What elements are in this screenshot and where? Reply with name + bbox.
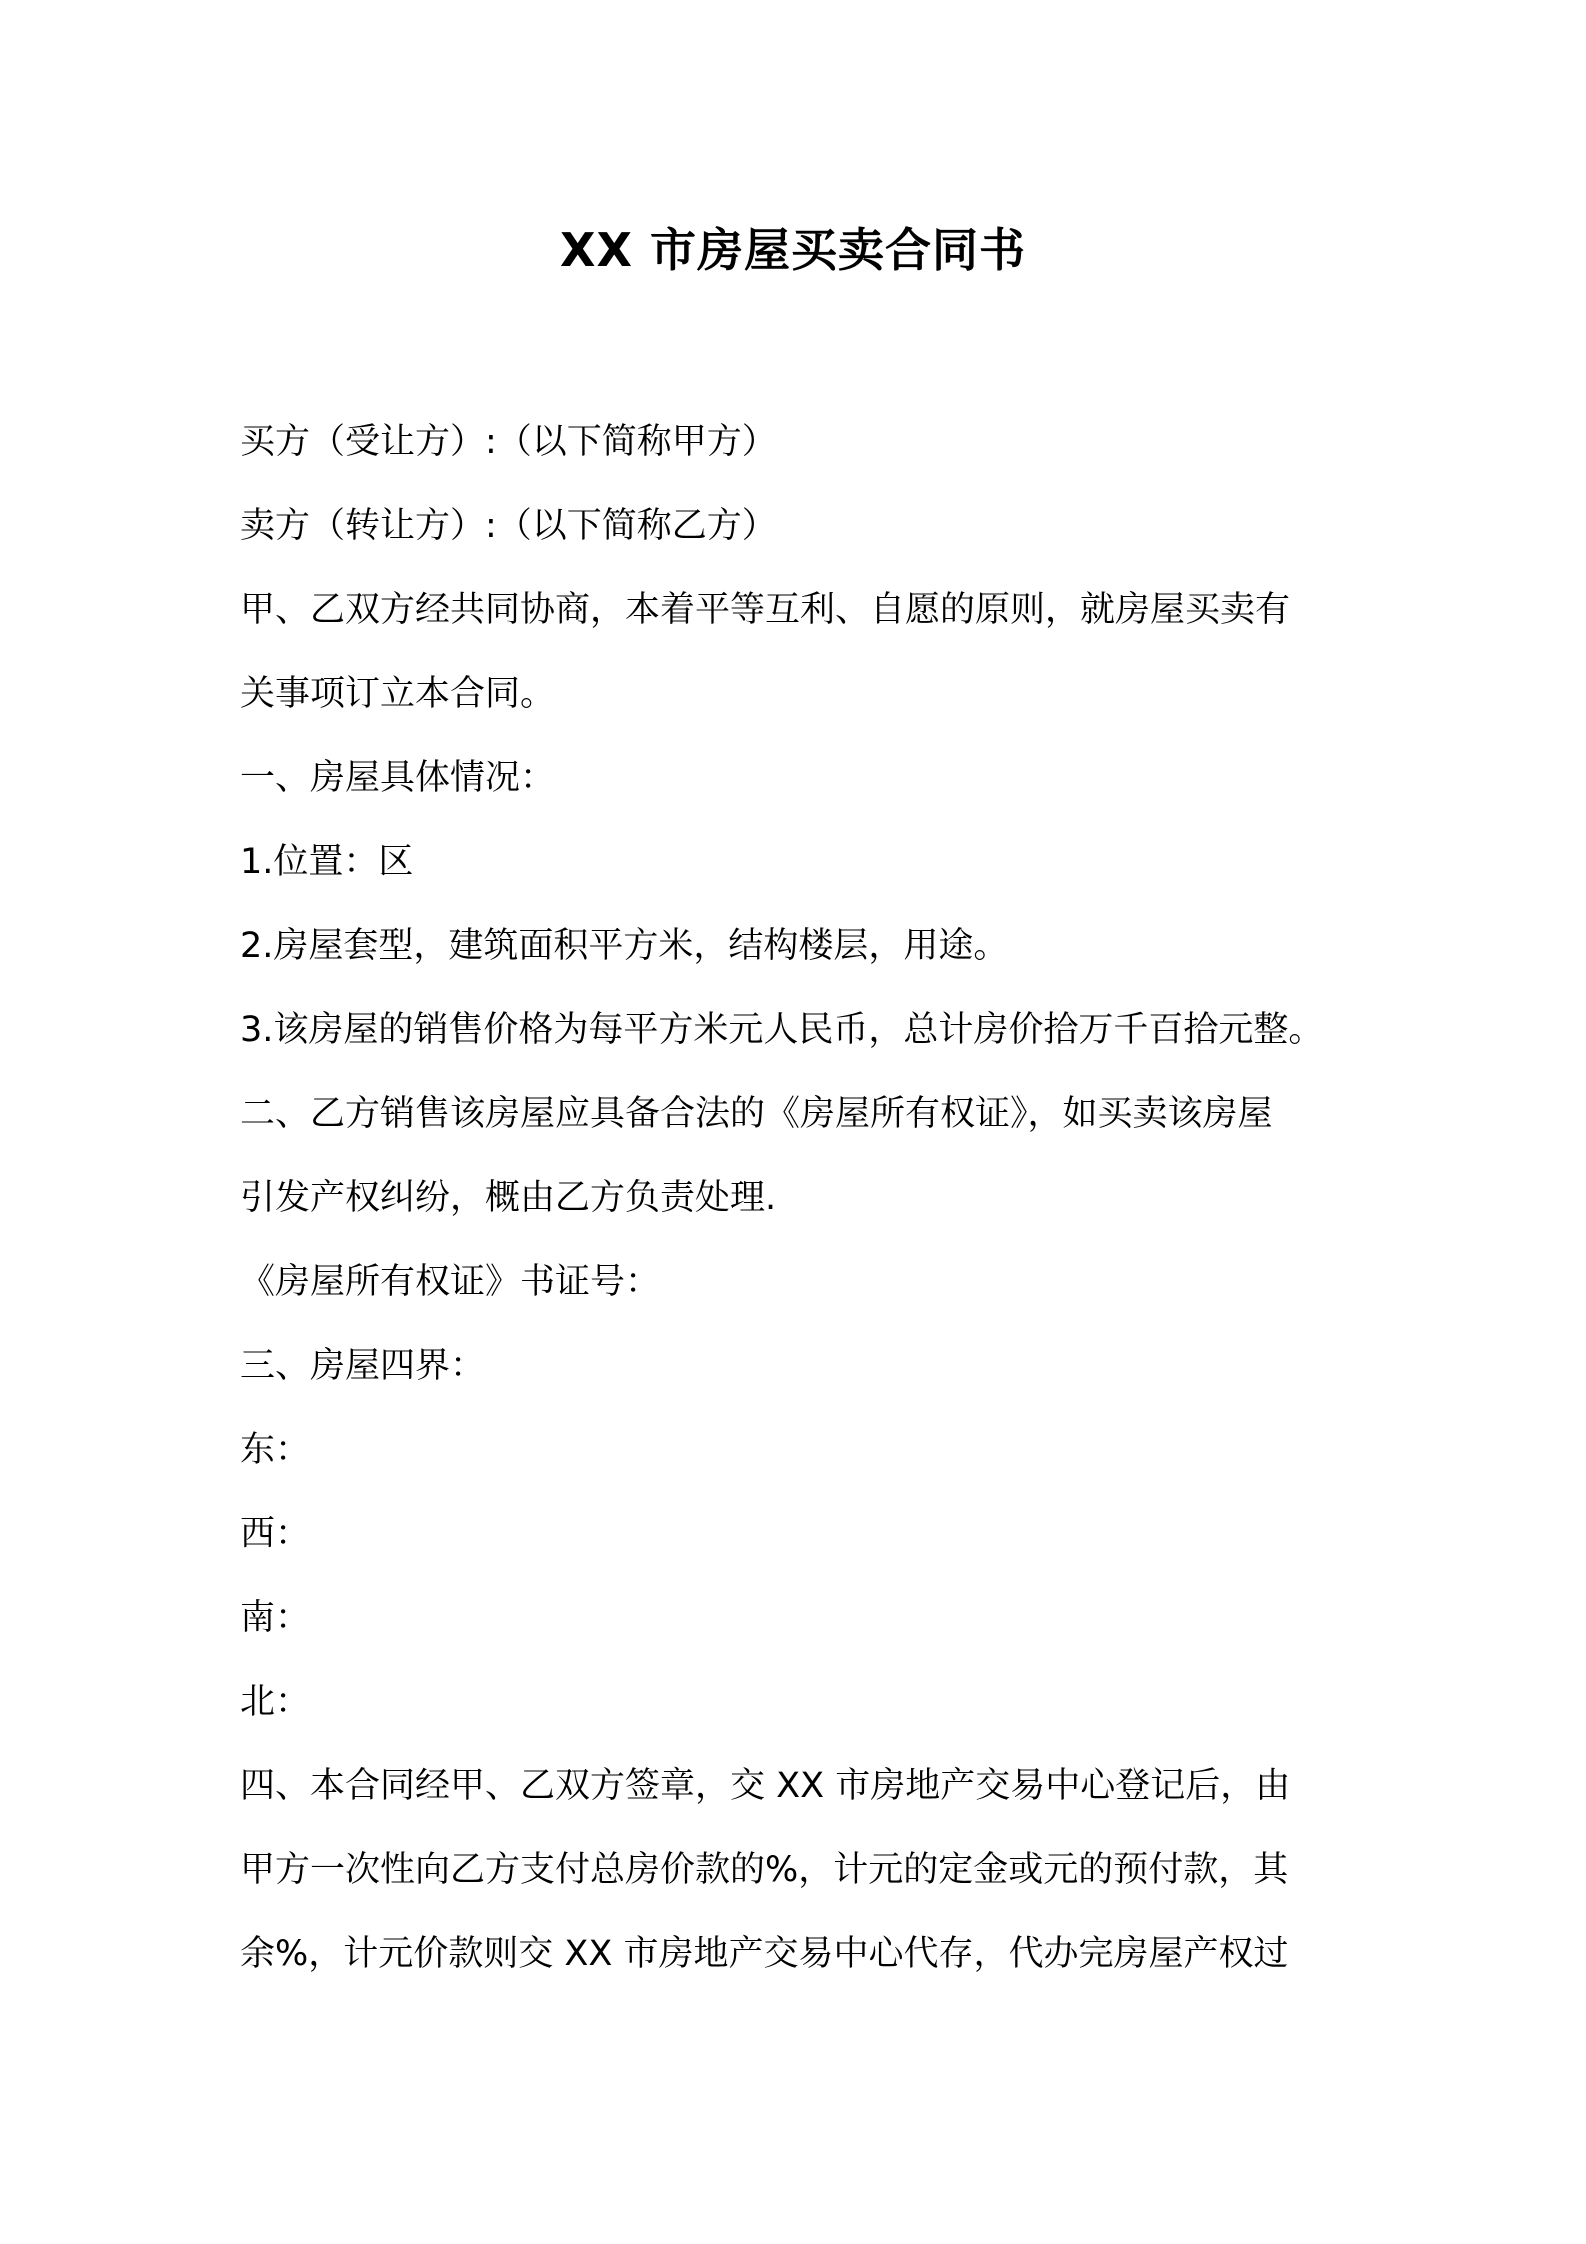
contract-body (240, 400, 1380, 1996)
section-4-line-1: 四、本合同经甲、乙双方签章，交 XX 市房地产交易中心登记后，由 (240, 1766, 1291, 1806)
preamble-line-2: 关事项订立本合同。 (240, 674, 556, 714)
section-1-heading: 一、房屋具体情况： (240, 758, 556, 798)
certificate-number-line: 《房屋所有权证》书证号： (240, 1262, 661, 1302)
section-2-line-2: 引发产权纠纷，概由乙方负责处理. (240, 1178, 777, 1218)
clause-price: 3.该房屋的销售价格为每平方米元人民币，总计房价拾万千百拾元整。 (240, 1010, 1324, 1050)
document-title: XX 市房屋买卖合同书 (560, 223, 1026, 277)
buyer-line: 买方（受让方）:（以下简称甲方） (240, 422, 777, 462)
boundary-east: 东： (240, 1430, 311, 1470)
clause-location: 1.位置：区 (240, 842, 414, 882)
seller-line: 卖方（转让方）:（以下简称乙方） (240, 506, 777, 546)
boundary-north: 北： (240, 1682, 311, 1722)
section-3-heading: 三、房屋四界： (240, 1346, 486, 1386)
section-4-line-3: 余%，计元价款则交 XX 市房地产交易中心代存，代办完房屋产权过 (240, 1934, 1289, 1974)
clause-house-type: 2.房屋套型，建筑面积平方米，结构楼层，用途。 (240, 926, 1009, 966)
section-2-line-1: 二、乙方销售该房屋应具备合法的《房屋所有权证》，如买卖该房屋 (240, 1094, 1273, 1134)
boundary-west: 西： (240, 1514, 311, 1554)
preamble-line-1: 甲、乙双方经共同协商，本着平等互利、自愿的原则，就房屋买卖有 (240, 590, 1291, 630)
section-4-line-2: 甲方一次性向乙方支付总房价款的%，计元的定金或元的预付款，其 (240, 1850, 1289, 1890)
boundary-south: 南： (240, 1598, 311, 1638)
